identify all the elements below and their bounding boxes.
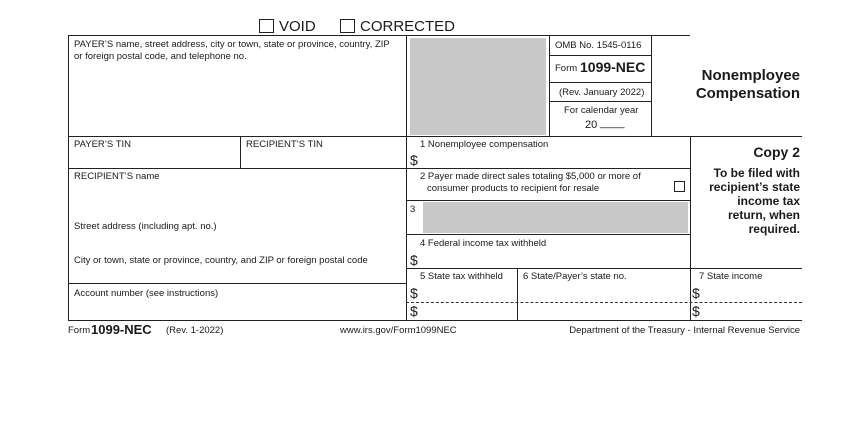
form-left-border bbox=[68, 35, 69, 321]
form-title-line-1: Nonemployee bbox=[701, 67, 800, 84]
recipient-name-label: RECIPIENT’S name bbox=[74, 171, 160, 182]
box5-amount-field-2[interactable] bbox=[422, 303, 515, 319]
city-bottom bbox=[68, 283, 406, 284]
copy-title: Copy 2 bbox=[753, 144, 800, 160]
box7-amount-field-1[interactable] bbox=[704, 284, 800, 301]
void-label: VOID bbox=[279, 18, 316, 35]
tin-row-top bbox=[68, 136, 802, 137]
void-checkbox[interactable] bbox=[259, 19, 274, 33]
copy-instruction-line-2: recipient’s state bbox=[709, 180, 800, 194]
box6-field-1[interactable] bbox=[520, 284, 688, 301]
payer-info-label-cont: or foreign postal code, and telephone no. bbox=[74, 51, 247, 62]
payer-tin-label: PAYER’S TIN bbox=[74, 139, 132, 150]
corrected-label: CORRECTED bbox=[360, 18, 456, 35]
account-number-label: Account number (see instructions) bbox=[74, 288, 219, 299]
form-prefix: Form bbox=[555, 63, 578, 74]
footer-form-revision: (Rev. 1-2022) bbox=[166, 325, 224, 336]
form-top-border bbox=[68, 35, 690, 36]
omb-number: OMB No. 1545-0116 bbox=[555, 40, 642, 51]
city-field[interactable] bbox=[70, 268, 404, 282]
box7-amount-field-2[interactable] bbox=[704, 303, 800, 319]
box3-shaded-area bbox=[423, 202, 688, 233]
copy-instruction-line-1: To be filed with bbox=[713, 166, 800, 180]
recipient-row-top bbox=[68, 168, 690, 169]
box6-divider bbox=[690, 268, 691, 321]
copy-instruction-line-4: return, when bbox=[727, 208, 800, 222]
box2-bottom bbox=[406, 200, 690, 201]
box4-label: 4 Federal income tax withheld bbox=[420, 238, 547, 249]
footer-form-number: 1099-NEC bbox=[91, 322, 152, 337]
box7-dollar-sign-1: $ bbox=[692, 285, 700, 301]
corrected-checkbox[interactable] bbox=[340, 19, 355, 33]
omb-left-divider bbox=[549, 35, 550, 136]
payer-info-field[interactable] bbox=[70, 64, 404, 134]
box7-dollar-sign-2: $ bbox=[692, 303, 700, 319]
box4-amount-field[interactable] bbox=[422, 250, 688, 266]
form-revision: (Rev. January 2022) bbox=[559, 87, 645, 98]
box4-bottom bbox=[406, 268, 802, 269]
box5-label: 5 State tax withheld bbox=[420, 271, 503, 282]
payer-info-label: PAYER’S name, street address, city or town, state or province, country, ZIP bbox=[74, 39, 390, 50]
street-address-label: Street address (including apt. no.) bbox=[74, 221, 217, 232]
recipient-tin-label: RECIPIENT’S TIN bbox=[246, 139, 323, 150]
box1-amount-field[interactable] bbox=[422, 151, 688, 167]
box1-label: 1 Nonemployee compensation bbox=[420, 139, 549, 150]
calendar-year-blank[interactable]: ____ bbox=[600, 117, 625, 129]
box2-label-cont: consumer products to recipient for resale bbox=[427, 183, 600, 194]
box7-label: 7 State income bbox=[699, 271, 763, 282]
box2-checkbox[interactable] bbox=[674, 181, 685, 192]
omb-divider-3 bbox=[549, 101, 651, 102]
payer-tin-field[interactable] bbox=[70, 152, 238, 167]
box3-bottom bbox=[406, 234, 690, 235]
box1-dollar-sign: $ bbox=[410, 152, 418, 168]
copy-instruction-line-3: income tax bbox=[737, 194, 800, 208]
box5-divider bbox=[517, 268, 518, 321]
box5-dollar-sign-2: $ bbox=[410, 303, 418, 319]
box5-amount-field-1[interactable] bbox=[422, 284, 515, 301]
box6-field-2[interactable] bbox=[520, 303, 688, 319]
form-bottom-border bbox=[68, 320, 802, 321]
boxes-right-divider bbox=[690, 136, 691, 269]
box5-dollar-sign-1: $ bbox=[410, 285, 418, 301]
city-label: City or town, state or province, country, and ZIP or foreign postal code bbox=[74, 255, 368, 266]
form-title-line-2: Compensation bbox=[695, 85, 800, 102]
footer-department: Department of the Treasury - Internal Revenue Service bbox=[569, 325, 800, 336]
footer-url: www.irs.gov/Form1099NEC bbox=[340, 325, 457, 336]
box4-dollar-sign: $ bbox=[410, 252, 418, 268]
form-number: 1099-NEC bbox=[580, 59, 646, 75]
calendar-year-prefix: 20 bbox=[585, 119, 598, 131]
tin-divider bbox=[240, 136, 241, 168]
box6-label: 6 State/Payer’s state no. bbox=[523, 271, 627, 282]
street-address-field[interactable] bbox=[70, 234, 404, 252]
omb-divider-2 bbox=[549, 82, 651, 83]
payer-right-divider bbox=[406, 35, 407, 321]
footer-form-prefix: Form bbox=[68, 325, 91, 336]
omb-divider-1 bbox=[549, 55, 651, 56]
payer-shaded-area bbox=[410, 38, 546, 135]
calendar-year-label: For calendar year bbox=[564, 105, 639, 116]
recipient-name-field[interactable] bbox=[70, 184, 404, 218]
omb-right-divider bbox=[651, 35, 652, 136]
box2-label: 2 Payer made direct sales totaling $5,000 or more of bbox=[420, 171, 641, 182]
box3-label: 3 bbox=[410, 204, 416, 215]
copy-instruction-line-5: required. bbox=[748, 222, 800, 236]
recipient-tin-field[interactable] bbox=[242, 152, 404, 167]
account-number-field[interactable] bbox=[70, 301, 404, 319]
